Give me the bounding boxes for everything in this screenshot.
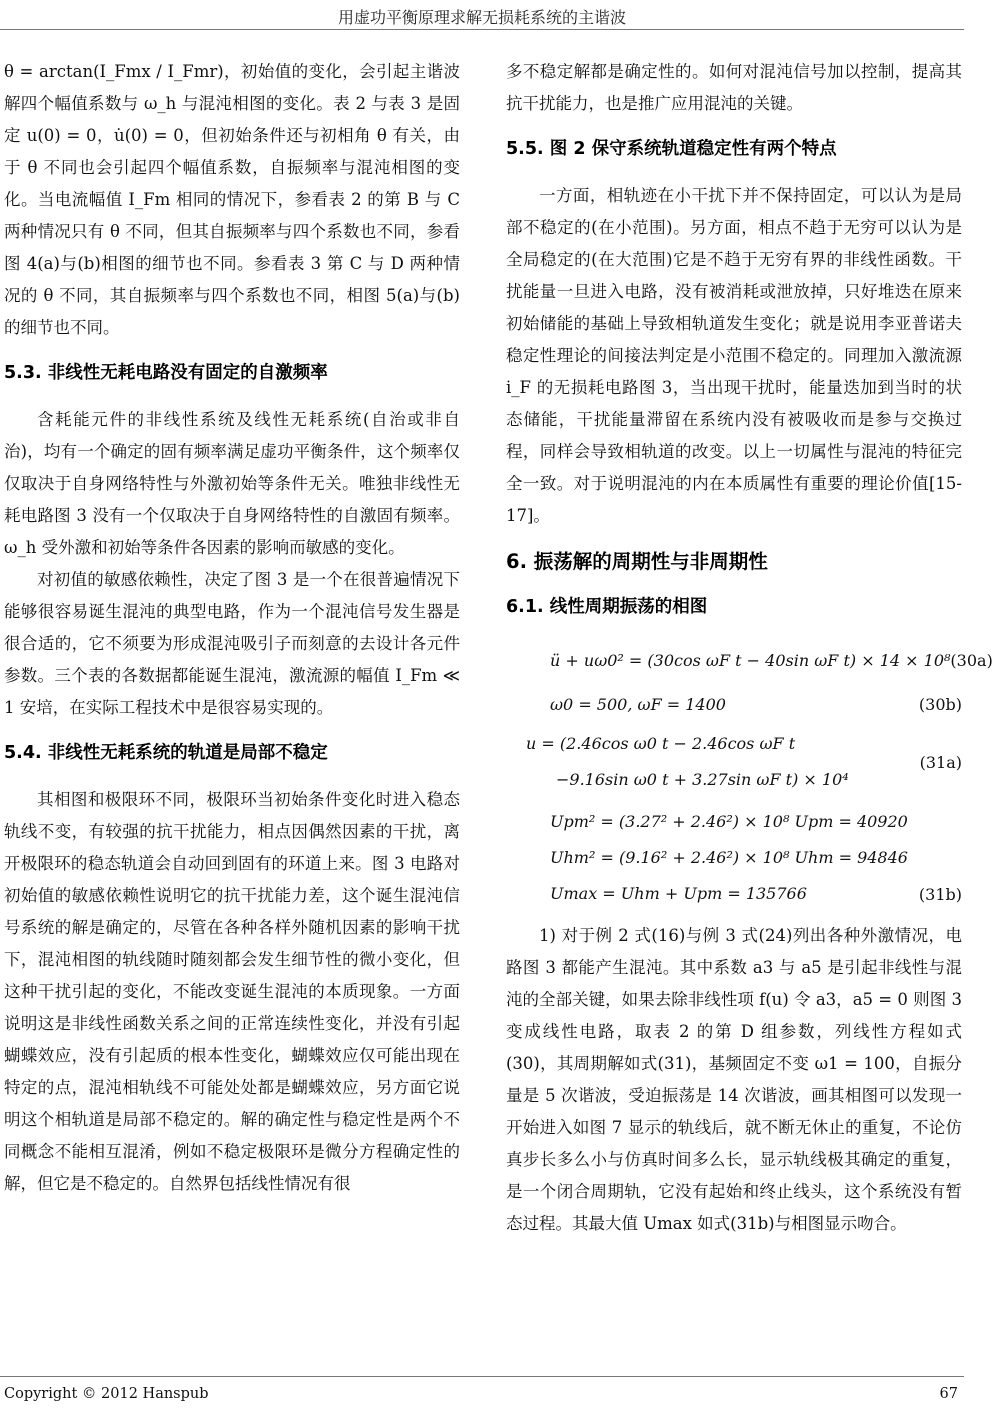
section-5-4-paragraph-1: 其相图和极限环不同，极限环当初始条件变化时进入稳态轨线不变，有较强的抗干扰能力，相点因偶然因素的干扰，离开极限环的稳态轨道会自动回到固有的环道上来。图 3 电路对初始值的敏感依赖性说明它的抗干扰能力差，这个诞生混沌信号系统的解是确定的，尽管在各种各样外随机因素的影响干扰下，混沌相图的轨线随时随刻都会发生细节性的微小变化，但这种干扰引起的变化，不能改变诞生混沌的本质现象。一方面说明这是非线性函数关系之间的正常连续性变化，并没有引起蝴蝶效应，没有引起质的根本性变化，蝴蝶效应仅可能出现在特定的点，混沌相轨线不可能处处都是蝴蝶效应，另方面它说明这个相轨道是局部不稳定的。解的确定性与稳定性是两个不同概念不能相互混淆，例如不稳定极限环是微分方程确定性的解，但它是不稳定的。自然界包括线性情况有很 — [4, 790, 460, 1193]
footer-rule — [0, 1376, 964, 1377]
section-6-1-heading: 6.1. 线性周期振荡的相图 — [506, 597, 708, 617]
footer-page-number: 67 — [939, 1386, 958, 1402]
equation-31b — [506, 804, 962, 912]
equation-30a-number: (30a) — [950, 650, 993, 670]
section-5-3-heading: 5.3. 非线性无耗电路没有固定的自激频率 — [4, 363, 328, 383]
section-5-5-paragraph-1: 一方面，相轨迹在小干扰下并不保持固定，可以认为是局部不稳定的(在小范围)。另方面，相点不趋于无穷可以认为是全局稳定的(在大范围)它是不趋于无穷有界的非线性函数。干扰能量一旦进入电路，没有被消耗或泄放掉，只好堆迭在原来初始储能的基础上导致相轨道发生变化；就是说用李亚普诺夫稳定性理论的间接法判定是小范围不稳定的。同理加入激流源 i_F 的无损耗电路图 3，当出现干扰时，能量迭加到当时的状态储能，干扰能量滞留在系统内没有被吸收而是参与交换过程，同样会导致相轨道的改变。以上一切属性与混沌的特征完全一致。对于说明混沌的内在本质属性有重要的理论价值[15-17]。 — [506, 186, 962, 525]
footer-copyright: Copyright © 2012 Hanspub — [4, 1386, 209, 1402]
equation-31b-line-3: Umax = Uhm + Upm = 135766 — [550, 884, 807, 903]
section-6-heading: 6. 振荡解的周期性与非周期性 — [506, 550, 768, 573]
equation-31b-line-2: Uhm² = (9.16² + 2.46²) × 10⁸ Uhm = 94846 — [550, 848, 908, 867]
equation-31b-line-1: Upm² = (3.27² + 2.46²) × 10⁸ Upm = 40920 — [550, 812, 908, 831]
section-5-5-heading: 5.5. 图 2 保守系统轨道稳定性有两个特点 — [506, 139, 837, 159]
equation-30a — [506, 638, 993, 682]
section-5-3-paragraph-2: 对初值的敏感依赖性，决定了图 3 是一个在很普遍情况下能够很容易诞生混沌的典型电路，作为一个混沌信号发生器是很合适的，它不须要为形成混沌吸引子而刻意的去设计各元件参数。三个表的各数据都能诞生混沌，激流源的幅值 I_Fm ≪ 1 安培，在实际工程技术中是很容易实现的。 — [4, 570, 460, 717]
section-5-4-heading: 5.4. 非线性无耗系统的轨道是局部不稳定 — [4, 743, 328, 763]
equation-30b-expression: ω0 = 500, ωF = 1400 — [550, 694, 726, 714]
equation-30b — [506, 682, 962, 726]
section-5-3-paragraph-1: 含耗能元件的非线性系统及线性无耗系统(自治或非自治)，均有一个确定的固有频率满足虚功平衡条件，这个频率仅仅取决于自身网络特性与外激初始等条件无关。唯独非线性无耗电路图 3 没有一个仅取决于自身网络特性的自激固有频率。ω_h 受外激和初始等条件各因素的影响而敏感的变化。 — [4, 410, 460, 557]
header-rule — [0, 29, 964, 30]
left-column — [4, 56, 460, 1200]
section-6-1-paragraph-1: 1) 对于例 2 式(16)与例 3 式(24)列出各种外激情况，电路图 3 都能产生混沌。其中系数 a3 与 a5 是引起非线性与混沌的全部关键，如果去除非线性项 f(u) 令 a3，a5 = 0 则图 3 变成线性电路，取表 2 的第 D 组参数，列线性方程如式(30)，其周期解如式(31)，基频固定不变 ω1 = 100，自振分量是 5 次谐波，受迫振荡是 14 次谐波，画其相图可以发现一开始进入如图 7 显示的轨线后，就不断无休止的重复，不论仿真步长多么小与仿真时间多么长，显示轨线极其确定的重复，是一个闭合周期轨，它没有起始和终止线头，这个系统没有暂态过程。其最大值 Umax 如式(31b)与相图显示吻合。 — [506, 926, 962, 1233]
equation-31a — [506, 726, 962, 798]
equation-30b-number: (30b) — [918, 694, 962, 714]
equation-31a-number: (31a) — [919, 752, 962, 772]
continued-paragraph: 多不稳定解都是确定性的。如何对混沌信号加以控制，提高其抗干扰能力，也是推广应用混沌的关键。 — [506, 62, 962, 113]
equation-30a-expression: ü + uω0² = (30cos ωF t − 40sin ωF t) × 14 × 10⁸ — [550, 650, 951, 670]
intro-paragraph: θ = arctan(I_Fmx / I_Fmr)，初始值的变化，会引起主谐波解四个幅值系数与 ω_h 与混沌相图的变化。表 2 与表 3 是固定 u(0) = 0，u̇(0) = 0，但初始条件还与初相角 θ 有关，由于 θ 不同也会引起四个幅值系数，自振频率与混沌相图的变化。当电流幅值 I_Fm 相同的情况下，参看表 2 的第 B 与 C 两种情况只有 θ 不同，但其自振频率与四个系数也不同，参看图 4(a)与(b)相图的细节也不同。参看表 3 第 C 与 D 两种情况的 θ 不同，其自振频率与四个系数也不同，相图 5(a)与(b)的细节也不同。 — [4, 62, 460, 337]
running-header: 用虚功平衡原理求解无损耗系统的主谐波 — [337, 8, 626, 27]
equation-31a-line-1: u = (2.46cos ω0 t − 2.46cos ωF t — [526, 734, 796, 753]
equation-31a-line-2: −9.16sin ω0 t + 3.27sin ωF t) × 10⁴ — [556, 770, 849, 789]
equation-31b-number: (31b) — [918, 885, 962, 904]
right-column — [506, 56, 993, 1240]
